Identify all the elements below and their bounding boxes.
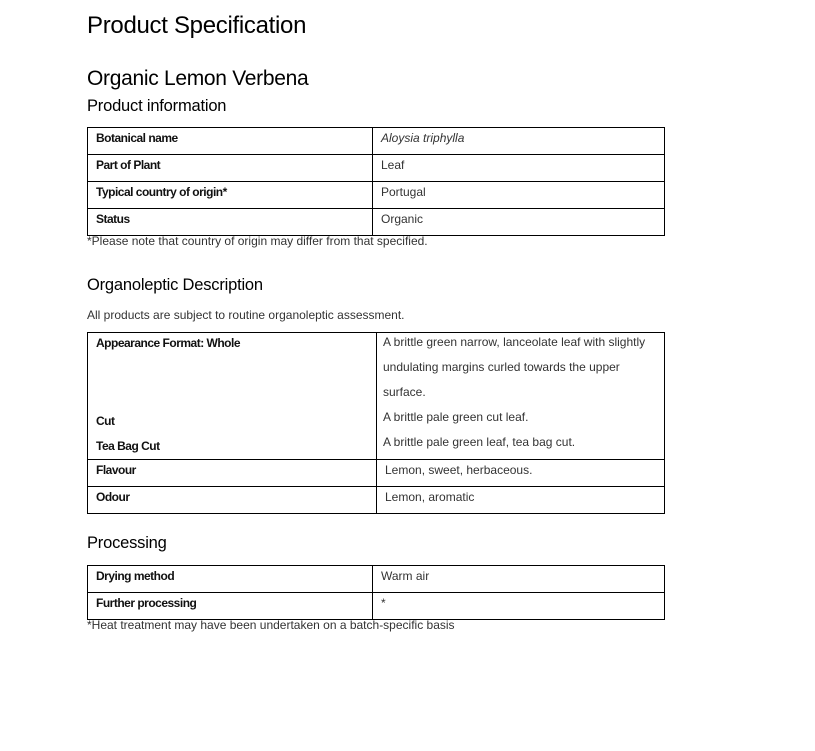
status-value: Organic: [373, 209, 665, 236]
flavour-value: Lemon, sweet, herbaceous.: [377, 460, 665, 487]
appearance-label: Appearance Format: Whole: [96, 336, 241, 350]
country-of-origin-label: Typical country of origin*: [88, 182, 373, 209]
processing-table: [87, 565, 665, 620]
cut-label: Cut: [96, 414, 115, 428]
table-row: [88, 182, 665, 209]
table-row: [88, 155, 665, 182]
table-row: [88, 460, 665, 487]
cut-value: A brittle pale green cut leaf.: [383, 410, 529, 424]
tea-bag-cut-value: A brittle pale green leaf, tea bag cut.: [383, 435, 576, 449]
organoleptic-intro: All products are subject to routine organoleptic assessment.: [87, 308, 405, 322]
country-of-origin-value: Portugal: [373, 182, 665, 209]
organoleptic-table: [87, 332, 665, 514]
part-of-plant-value: Leaf: [373, 155, 665, 182]
table-row: [88, 333, 665, 460]
table-row: [88, 593, 665, 620]
tea-bag-cut-label: Tea Bag Cut: [96, 439, 160, 453]
further-processing-value: *: [373, 593, 665, 620]
odour-value: Lemon, aromatic: [377, 487, 665, 514]
odour-label: Odour: [88, 487, 377, 514]
table-row: [88, 209, 665, 236]
botanical-name-value: Aloysia triphylla: [373, 128, 665, 155]
table-row: [88, 128, 665, 155]
heat-treatment-note: *Heat treatment may have been undertaken on a batch-specific basis: [87, 618, 455, 632]
country-origin-note: *Please note that country of origin may differ from that specified.: [87, 234, 428, 248]
drying-method-value: Warm air: [373, 566, 665, 593]
drying-method-label: Drying method: [88, 566, 373, 593]
document-title: Product Specification: [87, 12, 307, 39]
organoleptic-heading: Organoleptic Description: [87, 276, 263, 294]
appearance-value: A brittle green narrow, lanceolate leaf with slightly undulating margins curled towards the upper surface.: [383, 335, 646, 399]
table-row: [88, 566, 665, 593]
product-information-table: [87, 127, 665, 236]
flavour-label: Flavour: [88, 460, 377, 487]
appearance-label-cell: [88, 333, 377, 460]
further-processing-label: Further processing: [88, 593, 373, 620]
product-name: Organic Lemon Verbena: [87, 67, 309, 90]
product-information-heading: Product information: [87, 97, 227, 115]
status-label: Status: [88, 209, 373, 236]
botanical-name-label: Botanical name: [88, 128, 373, 155]
processing-heading: Processing: [87, 534, 167, 552]
part-of-plant-label: Part of Plant: [88, 155, 373, 182]
appearance-value-cell: [377, 333, 665, 460]
table-row: [88, 487, 665, 514]
